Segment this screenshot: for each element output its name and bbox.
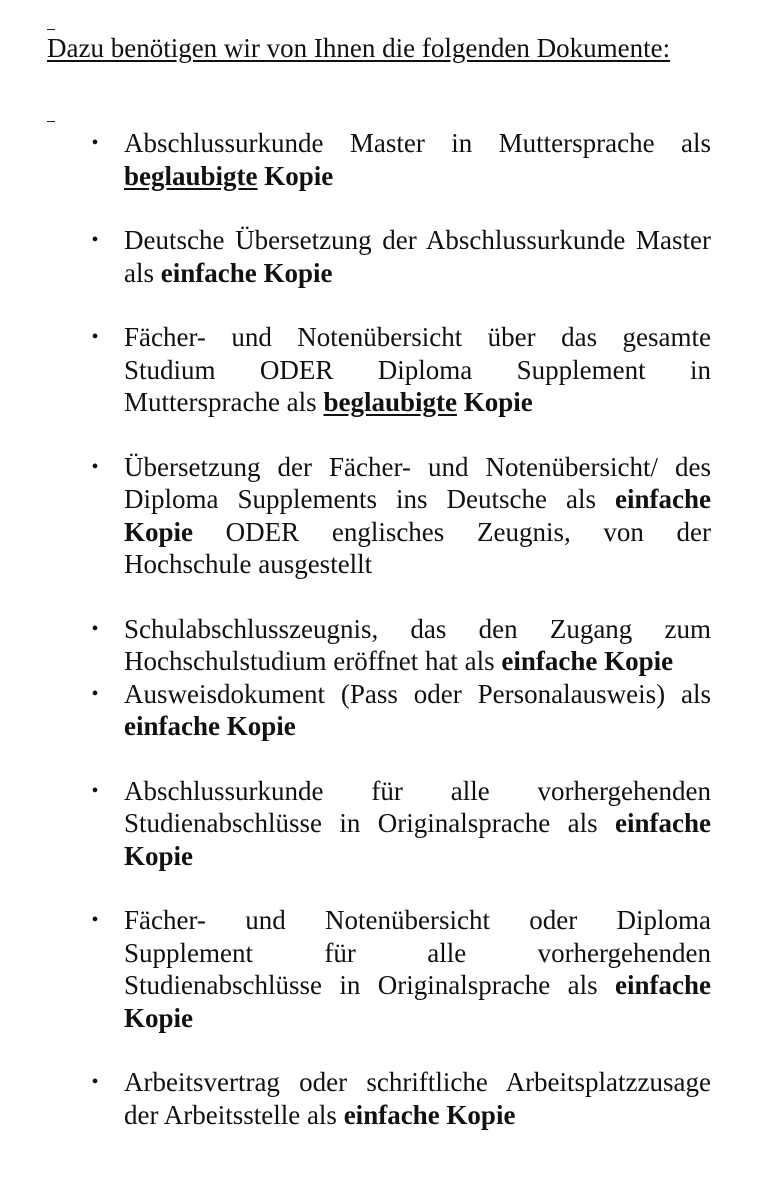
item-text: Fächer- und Notenübersicht oder Diploma Supplement für alle vorhergehenden Studienabschlüsse in Originalsprache als <box>124 905 711 1000</box>
emphasis-text: einfache Kopie <box>501 646 674 676</box>
item-text: Ausweisdokument (Pass oder Personalausweis) als <box>124 678 711 709</box>
bullet-icon: • <box>91 326 99 348</box>
bullet-icon: • <box>91 909 99 931</box>
divider-mark-bottom <box>47 121 55 122</box>
bullet-icon: • <box>91 132 99 154</box>
required-documents-list <box>0 127 757 1131</box>
document-list-item <box>91 613 711 678</box>
divider-mark-top <box>47 29 55 30</box>
item-text: Deutsche Übersetzung der Abschlussurkunde Master als <box>124 225 711 288</box>
emphasis-underlined-text: beglaubigte <box>323 387 457 417</box>
emphasis-text: einfache Kopie <box>343 1099 516 1130</box>
emphasis-underlined-text: beglaubigte <box>124 160 258 191</box>
document-list-item <box>91 678 711 743</box>
bullet-icon: • <box>91 682 99 705</box>
bullet-icon: • <box>91 1071 99 1093</box>
bullet-icon: • <box>91 617 99 640</box>
document-list-item <box>91 451 711 581</box>
emphasis-text: einfache Kopie <box>124 808 711 871</box>
bullet-icon: • <box>91 779 99 802</box>
document-list-item <box>91 904 711 1034</box>
emphasis-text: einfache Kopie <box>124 970 711 1033</box>
bullet-icon: • <box>91 229 99 251</box>
emphasis-text: einfache Kopie <box>124 484 711 547</box>
item-text: Übersetzung der Fächer- und Notenübersicht/ des Diploma Supplements ins Deutsche als <box>124 451 711 514</box>
item-text: Abschlussurkunde Master in Muttersprache als <box>124 128 711 158</box>
emphasis-text: einfache Kopie <box>124 711 296 741</box>
emphasis-text: Kopie <box>257 160 334 191</box>
item-text: ODER englisches Zeugnis, von der Hochschule ausgestellt <box>124 516 711 579</box>
emphasis-text: Kopie <box>456 387 533 417</box>
emphasis-text: einfache Kopie <box>160 257 333 288</box>
bullet-icon: • <box>91 455 99 478</box>
document-list-item <box>91 321 711 419</box>
item-text: Abschlussurkunde für alle vorhergehenden Studienabschlüsse in Originalsprache als <box>124 775 711 838</box>
document-list-item <box>91 1066 711 1131</box>
item-text: Schulabschlusszeugnis, das den Zugang zum Hochschulstudium eröffnet hat als <box>124 613 711 676</box>
item-text: Fächer- und Notenübersicht über das gesamte Studium ODER Diploma Supplement in Muttersprache als <box>124 322 711 417</box>
document-list-item <box>91 775 711 873</box>
document-list-item <box>91 224 711 289</box>
item-text: Arbeitsvertrag oder schriftliche Arbeitsplatzzusage der Arbeitsstelle als <box>124 1067 711 1130</box>
document-list-item <box>91 127 711 192</box>
document-heading: Dazu benötigen wir von Ihnen die folgenden Dokumente: <box>47 33 671 63</box>
